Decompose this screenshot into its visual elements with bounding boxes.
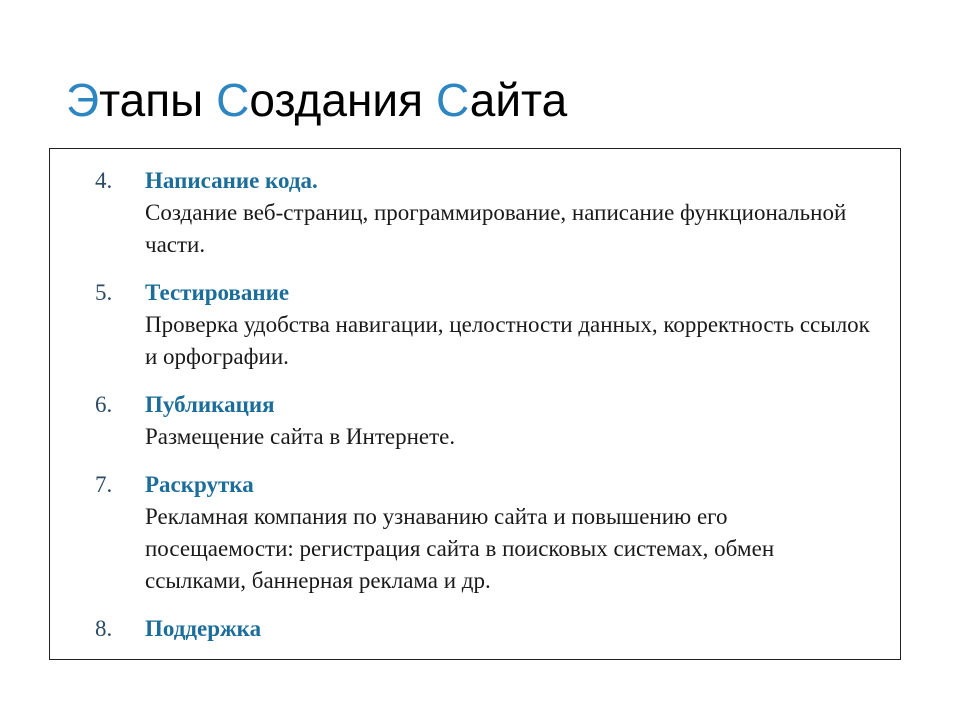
stage-item — [95, 277, 875, 373]
stage-item — [95, 613, 875, 645]
stage-number: 5. — [95, 280, 113, 305]
title-initial: Э — [66, 74, 100, 126]
stage-heading: Поддержка — [145, 616, 262, 641]
stage-number: 6. — [95, 392, 113, 417]
stage-heading: Написание кода. — [145, 168, 318, 193]
title-word-rest: айта — [469, 74, 568, 126]
stage-list — [95, 165, 875, 661]
stage-number: 8. — [95, 616, 113, 641]
title-word-rest: тапы — [99, 74, 204, 126]
stage-item — [95, 389, 875, 453]
stage-description: Рекламная компания по узнаванию сайта и повышению его посещаемости: регистрация сайта в поисковых системах, обмен ссылками, баннерная реклама и др. — [145, 504, 775, 593]
stage-heading: Тестирование — [145, 280, 290, 305]
stage-description: Создание веб-страниц, программирование, написание функциональной части. — [145, 200, 847, 257]
stage-item — [95, 469, 875, 597]
title-initial: С — [435, 74, 470, 126]
stage-item — [95, 165, 875, 261]
title-word-rest: оздания — [249, 74, 423, 126]
stage-heading: Публикация — [145, 392, 275, 417]
slide-title — [66, 68, 567, 132]
stage-description: Размещение сайта в Интернете. — [145, 424, 456, 449]
stage-number: 7. — [95, 472, 113, 497]
stages-box — [49, 148, 901, 660]
title-initial: С — [216, 74, 250, 126]
stage-number: 4. — [95, 168, 113, 193]
stage-description: Проверка удобства навигации, целостности данных, корректность ссылок и орфографии. — [145, 312, 870, 369]
stage-heading: Раскрутка — [145, 472, 254, 497]
